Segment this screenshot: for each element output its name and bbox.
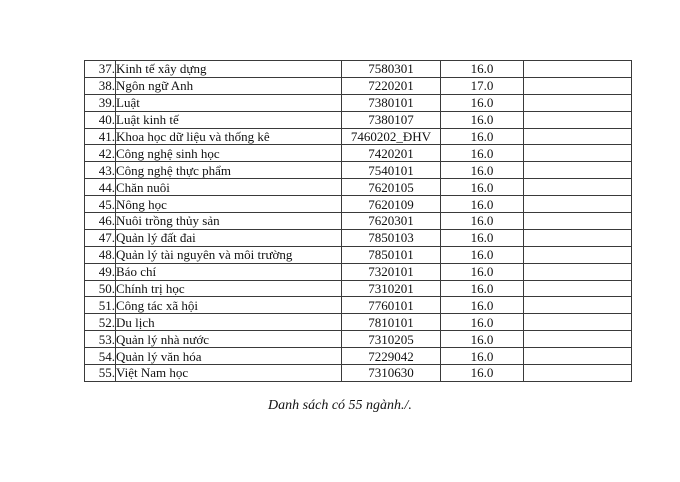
majors-table xyxy=(84,60,632,382)
major-name: Quản lý nhà nước xyxy=(116,331,342,348)
admission-score: 16.0 xyxy=(441,179,524,196)
major-name: Luật xyxy=(116,94,342,111)
note-cell xyxy=(524,348,632,365)
majors-table-body xyxy=(85,61,632,382)
table-row xyxy=(85,128,632,145)
admission-score: 16.0 xyxy=(441,94,524,111)
row-number: 53. xyxy=(85,331,116,348)
note-cell xyxy=(524,179,632,196)
row-number: 39. xyxy=(85,94,116,111)
note-cell xyxy=(524,331,632,348)
note-cell xyxy=(524,365,632,382)
row-number: 44. xyxy=(85,179,116,196)
row-number: 51. xyxy=(85,297,116,314)
note-cell xyxy=(524,61,632,78)
table-row xyxy=(85,331,632,348)
major-name: Công nghệ sinh học xyxy=(116,145,342,162)
major-name: Chính trị học xyxy=(116,280,342,297)
admission-score: 16.0 xyxy=(441,331,524,348)
row-number: 43. xyxy=(85,162,116,179)
row-number: 49. xyxy=(85,263,116,280)
admission-score: 16.0 xyxy=(441,128,524,145)
admission-score: 16.0 xyxy=(441,213,524,230)
major-code: 7460202_ĐHV xyxy=(342,128,441,145)
admission-score: 16.0 xyxy=(441,348,524,365)
major-name: Khoa học dữ liệu và thống kê xyxy=(116,128,342,145)
table-row xyxy=(85,246,632,263)
major-code: 7850103 xyxy=(342,229,441,246)
admission-score: 16.0 xyxy=(441,246,524,263)
table-row xyxy=(85,61,632,78)
note-cell xyxy=(524,196,632,213)
row-number: 47. xyxy=(85,229,116,246)
list-summary-note: Danh sách có 55 ngành./. xyxy=(268,398,412,413)
table-row xyxy=(85,179,632,196)
table-row xyxy=(85,145,632,162)
table-row xyxy=(85,314,632,331)
major-code: 7310205 xyxy=(342,331,441,348)
major-code: 7380101 xyxy=(342,94,441,111)
major-code: 7320101 xyxy=(342,263,441,280)
major-code: 7580301 xyxy=(342,61,441,78)
major-name: Kinh tế xây dựng xyxy=(116,61,342,78)
admission-score: 16.0 xyxy=(441,162,524,179)
table-row xyxy=(85,94,632,111)
major-code: 7220201 xyxy=(342,77,441,94)
table-row xyxy=(85,297,632,314)
major-name: Quản lý đất đai xyxy=(116,229,342,246)
admission-score: 17.0 xyxy=(441,77,524,94)
major-name: Nông học xyxy=(116,196,342,213)
table-row xyxy=(85,263,632,280)
note-cell xyxy=(524,297,632,314)
table-row xyxy=(85,229,632,246)
row-number: 40. xyxy=(85,111,116,128)
admission-score: 16.0 xyxy=(441,61,524,78)
major-name: Ngôn ngữ Anh xyxy=(116,77,342,94)
major-name: Du lịch xyxy=(116,314,342,331)
row-number: 54. xyxy=(85,348,116,365)
table-row xyxy=(85,111,632,128)
table-row xyxy=(85,77,632,94)
table-row xyxy=(85,162,632,179)
major-name: Công tác xã hội xyxy=(116,297,342,314)
major-code: 7810101 xyxy=(342,314,441,331)
row-number: 52. xyxy=(85,314,116,331)
major-code: 7420201 xyxy=(342,145,441,162)
row-number: 46. xyxy=(85,213,116,230)
row-number: 55. xyxy=(85,365,116,382)
table-row xyxy=(85,348,632,365)
admission-score: 16.0 xyxy=(441,196,524,213)
table-row xyxy=(85,213,632,230)
admission-score: 16.0 xyxy=(441,263,524,280)
major-name: Quản lý văn hóa xyxy=(116,348,342,365)
admission-score: 16.0 xyxy=(441,365,524,382)
note-cell xyxy=(524,111,632,128)
note-cell xyxy=(524,145,632,162)
admission-score: 16.0 xyxy=(441,297,524,314)
major-name: Nuôi trồng thủy sản xyxy=(116,213,342,230)
admission-score: 16.0 xyxy=(441,145,524,162)
table-row xyxy=(85,365,632,382)
table-row xyxy=(85,196,632,213)
row-number: 38. xyxy=(85,77,116,94)
admission-score: 16.0 xyxy=(441,229,524,246)
admission-score: 16.0 xyxy=(441,314,524,331)
row-number: 45. xyxy=(85,196,116,213)
major-code: 7380107 xyxy=(342,111,441,128)
major-name: Việt Nam học xyxy=(116,365,342,382)
admission-score: 16.0 xyxy=(441,111,524,128)
note-cell xyxy=(524,128,632,145)
major-code: 7310630 xyxy=(342,365,441,382)
major-name: Chăn nuôi xyxy=(116,179,342,196)
note-cell xyxy=(524,246,632,263)
major-name: Công nghệ thực phẩm xyxy=(116,162,342,179)
note-cell xyxy=(524,162,632,179)
major-code: 7540101 xyxy=(342,162,441,179)
major-code: 7620301 xyxy=(342,213,441,230)
major-name: Quản lý tài nguyên và môi trường xyxy=(116,246,342,263)
major-name: Báo chí xyxy=(116,263,342,280)
row-number: 37. xyxy=(85,61,116,78)
major-code: 7620109 xyxy=(342,196,441,213)
note-cell xyxy=(524,280,632,297)
major-code: 7850101 xyxy=(342,246,441,263)
row-number: 41. xyxy=(85,128,116,145)
major-name: Luật kinh tế xyxy=(116,111,342,128)
note-cell xyxy=(524,77,632,94)
row-number: 48. xyxy=(85,246,116,263)
note-cell xyxy=(524,213,632,230)
major-code: 7760101 xyxy=(342,297,441,314)
table-row xyxy=(85,280,632,297)
major-code: 7310201 xyxy=(342,280,441,297)
major-code: 7229042 xyxy=(342,348,441,365)
row-number: 50. xyxy=(85,280,116,297)
row-number: 42. xyxy=(85,145,116,162)
note-cell xyxy=(524,94,632,111)
note-cell xyxy=(524,263,632,280)
note-cell xyxy=(524,314,632,331)
admission-score: 16.0 xyxy=(441,280,524,297)
major-code: 7620105 xyxy=(342,179,441,196)
note-cell xyxy=(524,229,632,246)
